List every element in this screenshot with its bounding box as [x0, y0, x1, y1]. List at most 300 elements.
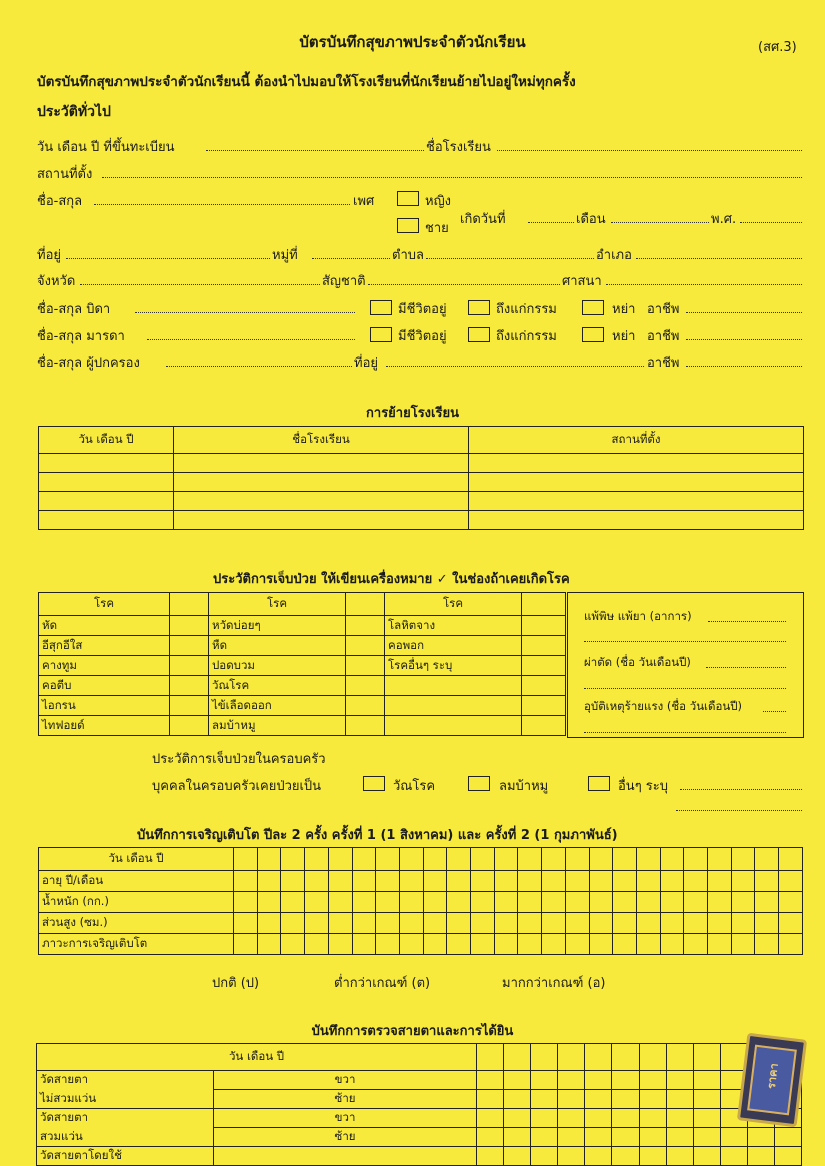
blank-cell[interactable] [399, 892, 423, 913]
male-label: ชาย [425, 221, 449, 236]
blank-cell[interactable] [558, 1147, 585, 1166]
blank-cell[interactable] [589, 913, 613, 934]
blank-cell[interactable] [234, 892, 258, 913]
blank-cell[interactable] [518, 913, 542, 934]
blank-cell[interactable] [518, 871, 542, 892]
blank-cell[interactable] [352, 848, 376, 871]
blank-cell[interactable] [779, 848, 803, 871]
blank-cell[interactable] [328, 934, 352, 955]
disease-col-1-header: โรค [39, 593, 170, 616]
address-field[interactable] [66, 258, 270, 259]
blank-cell[interactable] [469, 454, 804, 473]
blank-cell[interactable] [636, 848, 660, 871]
disease-check-cell[interactable] [170, 656, 209, 676]
growth-row-label: ส่วนสูง (ซม.) [39, 913, 234, 934]
blank-cell[interactable] [612, 1071, 639, 1090]
blank-cell[interactable] [613, 871, 637, 892]
blank-cell[interactable] [423, 892, 447, 913]
blank-cell[interactable] [693, 1109, 720, 1128]
blank-cell[interactable] [684, 892, 708, 913]
blank-cell[interactable] [589, 871, 613, 892]
father-alive-label: มีชีวิตอยู่ [398, 302, 447, 317]
blank-cell[interactable] [755, 848, 779, 871]
father-alive-checkbox[interactable] [370, 300, 392, 315]
blank-cell[interactable] [684, 934, 708, 955]
blank-cell[interactable] [558, 1071, 585, 1090]
blank-cell[interactable] [636, 934, 660, 955]
disease-check-header[interactable] [522, 593, 566, 616]
blank-cell[interactable] [612, 1044, 639, 1071]
blank-cell[interactable] [352, 892, 376, 913]
blank-cell[interactable] [565, 871, 589, 892]
blank-cell[interactable] [234, 934, 258, 955]
blank-cell[interactable] [504, 1109, 531, 1128]
blank-cell[interactable] [779, 913, 803, 934]
blank-cell[interactable] [531, 1109, 558, 1128]
blank-cell[interactable] [585, 1128, 612, 1147]
blank-cell[interactable] [531, 1128, 558, 1147]
blank-cell[interactable] [542, 871, 566, 892]
guardian-field[interactable] [166, 366, 352, 367]
blank-cell[interactable] [352, 934, 376, 955]
blank-cell[interactable] [504, 1044, 531, 1071]
table-row[interactable] [39, 492, 804, 511]
disease-check-cell[interactable] [170, 696, 209, 716]
blank-cell[interactable] [531, 1090, 558, 1109]
growth-table [38, 847, 803, 955]
blank-cell[interactable] [708, 871, 732, 892]
family-other-checkbox[interactable] [588, 776, 610, 791]
blank-cell[interactable] [542, 934, 566, 955]
table-row [37, 1044, 802, 1071]
birth-month-field[interactable] [611, 222, 709, 223]
mother-field[interactable] [147, 339, 355, 340]
blank-cell[interactable] [779, 934, 803, 955]
eye-row-side: ขวา [214, 1109, 477, 1128]
mother-divorced-checkbox[interactable] [582, 327, 604, 342]
blank-cell[interactable] [612, 1147, 639, 1166]
blank-cell[interactable] [731, 934, 755, 955]
accident-field-2[interactable] [584, 732, 786, 733]
blank-cell[interactable] [565, 913, 589, 934]
blank-cell[interactable] [447, 892, 471, 913]
guardian-occupation-label: อาชีพ [647, 356, 680, 371]
father-field[interactable] [135, 312, 355, 313]
table-row [39, 716, 566, 736]
name-field[interactable] [94, 204, 350, 205]
tambon-field[interactable] [426, 258, 594, 259]
disease-check-cell[interactable] [170, 676, 209, 696]
blank-cell[interactable] [565, 934, 589, 955]
table-row [37, 1147, 802, 1166]
sex-label: เพศ [353, 194, 375, 209]
blank-cell[interactable] [531, 1044, 558, 1071]
blank-cell[interactable] [477, 1090, 504, 1109]
table-row[interactable] [39, 511, 804, 530]
growth-row-height [39, 913, 803, 934]
blank-cell[interactable] [399, 871, 423, 892]
blank-cell[interactable] [447, 934, 471, 955]
blank-cell[interactable] [257, 934, 281, 955]
disease-check-header[interactable] [346, 593, 385, 616]
blank-cell[interactable] [469, 511, 804, 530]
disease-check-cell[interactable] [346, 636, 385, 656]
table-row[interactable] [39, 454, 804, 473]
blank-cell[interactable] [612, 1109, 639, 1128]
guardian-label: ชื่อ-สกุล ผู้ปกครอง [37, 356, 140, 371]
blank-cell[interactable] [774, 1147, 801, 1166]
blank-cell[interactable] [565, 848, 589, 871]
blank-cell[interactable] [585, 1109, 612, 1128]
legend-above: มากกว่าเกณฑ์ (อ) [502, 976, 606, 991]
blank-cell[interactable] [585, 1044, 612, 1071]
blank-cell[interactable] [589, 848, 613, 871]
blank-cell[interactable] [352, 913, 376, 934]
father-divorced-label: หย่า [612, 302, 636, 317]
blank-cell[interactable] [639, 1109, 666, 1128]
eye-table [36, 1043, 802, 1166]
blank-cell[interactable] [281, 848, 305, 871]
blank-cell[interactable] [447, 848, 471, 871]
blank-cell[interactable] [281, 913, 305, 934]
blank-cell[interactable] [471, 892, 495, 913]
family-tb-label: วัณโรค [393, 779, 436, 794]
father-occupation-field[interactable] [686, 312, 802, 313]
blank-cell[interactable] [639, 1147, 666, 1166]
blank-cell[interactable] [376, 892, 400, 913]
blank-cell[interactable] [589, 934, 613, 955]
blank-cell[interactable] [613, 913, 637, 934]
blank-cell[interactable] [174, 473, 469, 492]
blank-cell[interactable] [558, 1128, 585, 1147]
blank-cell[interactable] [755, 913, 779, 934]
blank-cell[interactable] [257, 892, 281, 913]
birth-day-field[interactable] [528, 222, 574, 223]
blank-cell[interactable] [423, 848, 447, 871]
disease-check-cell[interactable] [522, 696, 566, 716]
blank-cell[interactable] [731, 848, 755, 871]
legend-normal: ปกติ (ป) [212, 976, 260, 991]
blank-cell[interactable] [376, 848, 400, 871]
blank-cell[interactable] [660, 934, 684, 955]
disease-cell [385, 676, 522, 696]
blank-cell[interactable] [531, 1071, 558, 1090]
blank-cell[interactable] [518, 892, 542, 913]
eye-row-side: ขวา [214, 1071, 477, 1090]
blank-cell[interactable] [423, 934, 447, 955]
guardian-address-field[interactable] [386, 366, 644, 367]
blank-cell[interactable] [471, 871, 495, 892]
eye-row-side: ซ้าย [214, 1090, 477, 1109]
blank-cell[interactable] [447, 871, 471, 892]
blank-cell[interactable] [666, 1071, 693, 1090]
eye-heading: บันทึกการตรวจสายตาและการได้ยิน [311, 1024, 514, 1039]
table-row [37, 1090, 802, 1109]
blank-cell[interactable] [423, 913, 447, 934]
blank-cell[interactable] [585, 1071, 612, 1090]
blank-cell[interactable] [281, 934, 305, 955]
card-title: บัตรบันทึกสุขภาพประจำตัวนักเรียน [299, 33, 526, 51]
blank-cell[interactable] [477, 1147, 504, 1166]
blank-cell[interactable] [639, 1071, 666, 1090]
amphoe-field[interactable] [636, 258, 802, 259]
blank-cell[interactable] [639, 1044, 666, 1071]
disease-check-cell[interactable] [170, 636, 209, 656]
birth-year-field[interactable] [740, 222, 802, 223]
blank-cell[interactable] [731, 913, 755, 934]
guardian-address-label: ที่อยู่ [354, 356, 378, 371]
male-checkbox[interactable] [397, 218, 419, 233]
family-tb-checkbox[interactable] [363, 776, 385, 791]
blank-cell[interactable] [531, 1147, 558, 1166]
blank-cell[interactable] [636, 913, 660, 934]
disease-check-cell[interactable] [346, 716, 385, 736]
blank-cell[interactable] [747, 1147, 774, 1166]
blank-cell[interactable] [504, 1071, 531, 1090]
mother-deceased-checkbox[interactable] [468, 327, 490, 342]
blank-cell[interactable] [328, 848, 352, 871]
disease-cell: หืด [209, 636, 346, 656]
blank-cell[interactable] [477, 1044, 504, 1071]
blank-cell[interactable] [518, 848, 542, 871]
mother-alive-checkbox[interactable] [370, 327, 392, 342]
blank-cell[interactable] [774, 1128, 801, 1147]
blank-cell[interactable] [352, 871, 376, 892]
blank-cell[interactable] [747, 1128, 774, 1147]
disease-check-cell[interactable] [346, 656, 385, 676]
blank-cell[interactable] [542, 848, 566, 871]
blank-cell[interactable] [376, 913, 400, 934]
blank-cell[interactable] [542, 913, 566, 934]
blank-cell[interactable] [471, 934, 495, 955]
accident-field[interactable] [763, 711, 786, 712]
moo-field[interactable] [312, 258, 390, 259]
disease-check-cell[interactable] [522, 676, 566, 696]
blank-cell[interactable] [39, 454, 174, 473]
allergy-field-2[interactable] [584, 641, 786, 642]
blank-cell[interactable] [755, 871, 779, 892]
blank-cell[interactable] [779, 892, 803, 913]
blank-cell[interactable] [708, 913, 732, 934]
disease-check-cell[interactable] [522, 656, 566, 676]
disease-check-header[interactable] [170, 593, 209, 616]
blank-cell[interactable] [684, 848, 708, 871]
blank-cell[interactable] [693, 1071, 720, 1090]
blank-cell[interactable] [542, 892, 566, 913]
blank-cell[interactable] [399, 913, 423, 934]
surgery-field-2[interactable] [584, 688, 786, 689]
female-checkbox[interactable] [397, 191, 419, 206]
blank-cell[interactable] [39, 492, 174, 511]
family-other-field[interactable] [680, 789, 802, 790]
blank-cell[interactable] [257, 871, 281, 892]
father-divorced-checkbox[interactable] [582, 300, 604, 315]
blank-cell[interactable] [399, 934, 423, 955]
blank-cell[interactable] [305, 892, 329, 913]
disease-cell: โลหิตจาง [385, 616, 522, 636]
blank-cell[interactable] [471, 848, 495, 871]
blank-cell[interactable] [305, 871, 329, 892]
blank-cell[interactable] [612, 1090, 639, 1109]
disease-check-cell[interactable] [522, 616, 566, 636]
blank-cell[interactable] [504, 1147, 531, 1166]
blank-cell[interactable] [565, 892, 589, 913]
blank-cell[interactable] [494, 848, 518, 871]
disease-check-cell[interactable] [346, 616, 385, 636]
reg-date-field[interactable] [206, 150, 424, 151]
disease-check-cell[interactable] [170, 716, 209, 736]
blank-cell[interactable] [494, 892, 518, 913]
blank-cell[interactable] [708, 848, 732, 871]
blank-cell[interactable] [328, 871, 352, 892]
blank-cell[interactable] [477, 1071, 504, 1090]
blank-cell[interactable] [174, 492, 469, 511]
blank-cell[interactable] [494, 934, 518, 955]
tambon-label: ตำบล [392, 248, 424, 263]
disease-cell: โรคอื่นๆ ระบุ [385, 656, 522, 676]
eye-row-label: วัดสายตา [37, 1071, 214, 1090]
blank-cell[interactable] [328, 892, 352, 913]
blank-cell[interactable] [558, 1090, 585, 1109]
eye-row-label: สวมแว่น [37, 1128, 214, 1147]
blank-cell[interactable] [720, 1147, 747, 1166]
blank-cell[interactable] [666, 1128, 693, 1147]
blank-cell[interactable] [660, 913, 684, 934]
blank-cell[interactable] [708, 934, 732, 955]
disease-cell: หัด [39, 616, 170, 636]
province-field[interactable] [80, 284, 320, 285]
blank-cell[interactable] [39, 511, 174, 530]
accident-label: อุบัติเหตุร้ายแรง (ชื่อ วันเดือนปี) [584, 699, 743, 713]
religion-field[interactable] [606, 284, 802, 285]
blank-cell[interactable] [755, 892, 779, 913]
blank-cell[interactable] [666, 1147, 693, 1166]
blank-cell[interactable] [494, 913, 518, 934]
blank-cell[interactable] [660, 892, 684, 913]
blank-cell[interactable] [731, 892, 755, 913]
blank-cell[interactable] [639, 1128, 666, 1147]
blank-cell[interactable] [666, 1044, 693, 1071]
blank-cell[interactable] [305, 934, 329, 955]
blank-cell[interactable] [755, 934, 779, 955]
blank-cell[interactable] [447, 913, 471, 934]
blank-cell[interactable] [477, 1109, 504, 1128]
blank-cell[interactable] [613, 892, 637, 913]
blank-cell[interactable] [666, 1090, 693, 1109]
blank-cell[interactable] [558, 1044, 585, 1071]
blank-cell[interactable] [174, 511, 469, 530]
blank-cell[interactable] [234, 848, 258, 871]
blank-cell[interactable] [518, 934, 542, 955]
blank-cell[interactable] [666, 1109, 693, 1128]
disease-check-cell[interactable] [346, 696, 385, 716]
blank-cell[interactable] [234, 913, 258, 934]
location-field[interactable] [102, 177, 802, 178]
blank-cell[interactable] [39, 473, 174, 492]
blank-cell[interactable] [636, 892, 660, 913]
blank-cell[interactable] [305, 913, 329, 934]
blank-cell[interactable] [613, 848, 637, 871]
blank-cell[interactable] [589, 892, 613, 913]
blank-cell[interactable] [477, 1128, 504, 1147]
blank-cell[interactable] [720, 1128, 747, 1147]
blank-cell[interactable] [234, 871, 258, 892]
disease-check-cell[interactable] [522, 636, 566, 656]
blank-cell[interactable] [585, 1147, 612, 1166]
blank-cell[interactable] [612, 1128, 639, 1147]
blank-cell[interactable] [423, 871, 447, 892]
blank-cell[interactable] [693, 1147, 720, 1166]
blank-cell[interactable] [585, 1090, 612, 1109]
blank-cell[interactable] [376, 871, 400, 892]
eye-row-label: ไม่สวมแว่น [37, 1090, 214, 1109]
growth-row-label: น้ำหนัก (กก.) [39, 892, 234, 913]
province-label: จังหวัด [37, 274, 76, 289]
school-name-field[interactable] [497, 150, 802, 151]
blank-cell[interactable] [636, 871, 660, 892]
blank-cell[interactable] [660, 848, 684, 871]
father-deceased-checkbox[interactable] [468, 300, 490, 315]
blank-cell[interactable] [469, 492, 804, 511]
family-epilepsy-checkbox[interactable] [468, 776, 490, 791]
disease-check-cell[interactable] [522, 716, 566, 736]
blank-cell[interactable] [693, 1044, 720, 1071]
blank-cell[interactable] [257, 913, 281, 934]
eye-header-date: วัน เดือน ปี [37, 1044, 477, 1071]
allergy-field[interactable] [708, 621, 786, 622]
disease-check-cell[interactable] [170, 616, 209, 636]
blank-cell[interactable] [731, 871, 755, 892]
mother-divorced-label: หย่า [612, 329, 636, 344]
blank-cell[interactable] [708, 892, 732, 913]
blank-cell[interactable] [376, 934, 400, 955]
blank-cell[interactable] [494, 871, 518, 892]
disease-check-cell[interactable] [346, 676, 385, 696]
blank-cell[interactable] [469, 473, 804, 492]
blank-cell[interactable] [660, 871, 684, 892]
blank-cell[interactable] [613, 934, 637, 955]
blank-cell[interactable] [174, 454, 469, 473]
blank-cell[interactable] [684, 913, 708, 934]
blank-cell[interactable] [504, 1090, 531, 1109]
blank-cell[interactable] [639, 1090, 666, 1109]
guardian-occupation-field[interactable] [686, 366, 802, 367]
family-other-label: อื่นๆ ระบุ [618, 779, 669, 794]
blank-cell[interactable] [684, 871, 708, 892]
blank-cell[interactable] [558, 1109, 585, 1128]
religion-label: ศาสนา [562, 274, 602, 289]
blank-cell[interactable] [693, 1090, 720, 1109]
illness-table [38, 592, 566, 736]
family-other-field-2[interactable] [676, 810, 802, 811]
blank-cell[interactable] [399, 848, 423, 871]
blank-cell[interactable] [305, 848, 329, 871]
mother-occupation-field[interactable] [686, 339, 802, 340]
blank-cell[interactable] [504, 1128, 531, 1147]
nationality-field[interactable] [368, 284, 560, 285]
blank-cell[interactable] [779, 871, 803, 892]
table-row [39, 696, 566, 716]
blank-cell[interactable] [471, 913, 495, 934]
blank-cell[interactable] [257, 848, 281, 871]
blank-cell[interactable] [328, 913, 352, 934]
blank-cell[interactable] [281, 871, 305, 892]
blank-cell[interactable] [693, 1128, 720, 1147]
address-label: ที่อยู่ [37, 248, 61, 263]
surgery-field[interactable] [706, 667, 786, 668]
blank-cell[interactable] [281, 892, 305, 913]
table-row[interactable] [39, 473, 804, 492]
